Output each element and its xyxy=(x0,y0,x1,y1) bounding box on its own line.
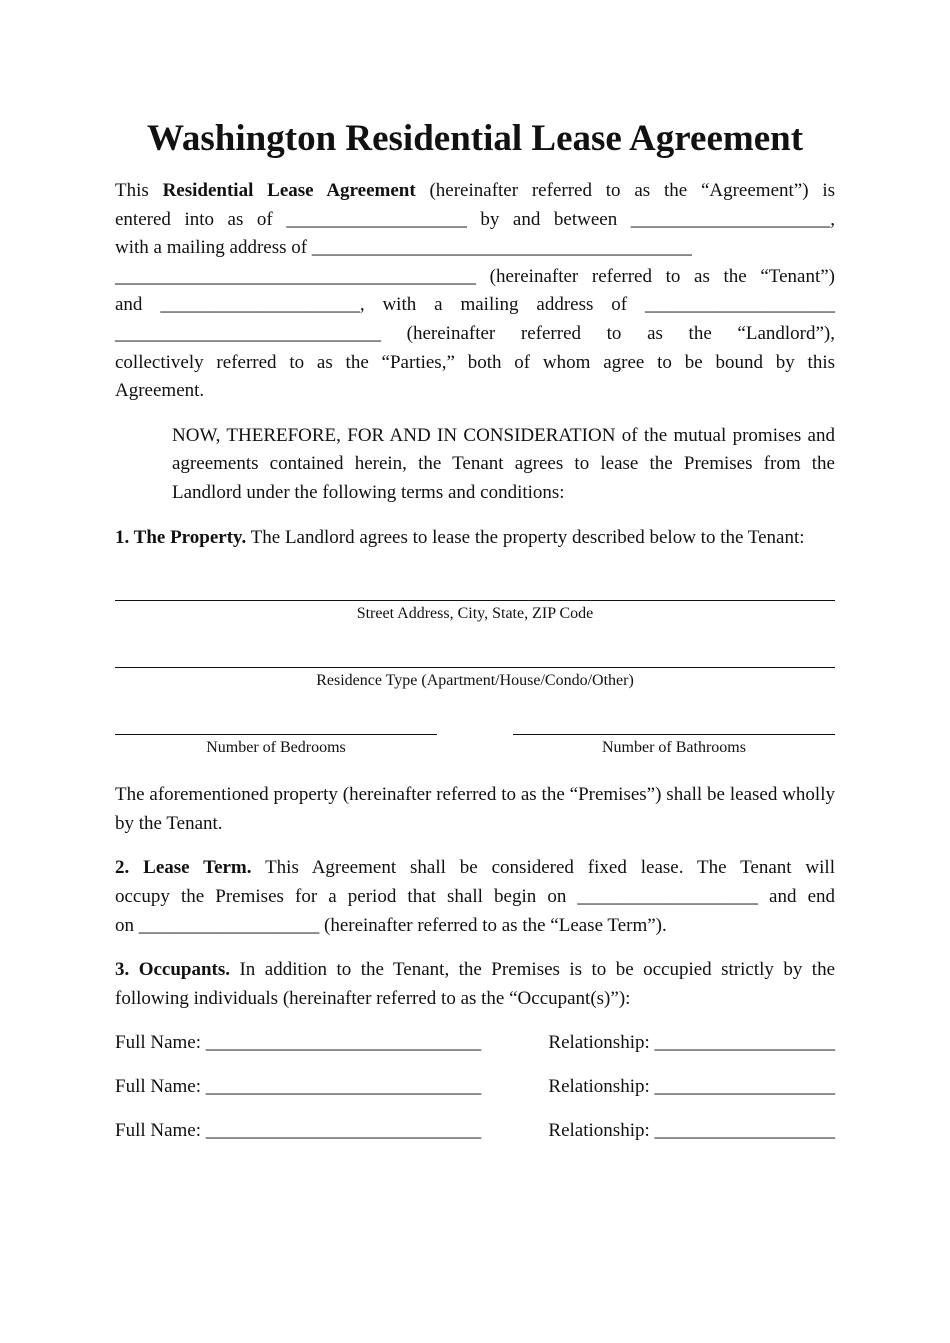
intro-line: ______________________________________ (hereinafter referred to as the “Tenant”) xyxy=(115,265,835,287)
rooms-fields xyxy=(115,716,835,759)
address-line[interactable] xyxy=(115,582,835,601)
section2-paragraph xyxy=(115,854,835,940)
bedrooms-field[interactable] xyxy=(115,716,437,759)
document-title: Washington Residential Lease Agreement xyxy=(146,118,804,159)
section2-line: on ___________________ (hereinafter referred to as the “Lease Term”). xyxy=(115,914,667,936)
residence-type-line[interactable] xyxy=(115,649,835,668)
intro-line xyxy=(115,177,835,206)
intro-line: with a mailing address of ________________________________________ xyxy=(115,237,692,259)
section1-paragraph xyxy=(115,524,835,553)
occupant-name-field[interactable]: Full Name: _____________________________ xyxy=(115,1032,482,1054)
occupant-row[interactable] xyxy=(115,1117,835,1145)
intro-paragraph xyxy=(115,177,835,406)
section3-paragraph xyxy=(115,956,835,1013)
bathrooms-line[interactable] xyxy=(513,716,835,735)
bathrooms-field[interactable] xyxy=(513,716,835,759)
intro-line: entered into as of ___________________ by and between _____________________, xyxy=(115,208,835,230)
bedrooms-caption: Number of Bedrooms xyxy=(206,739,346,757)
agreement-name: Residential Lease Agreement xyxy=(162,180,416,201)
premises-paragraph: The aforementioned property (hereinafter referred to as the “Premises”) shall be leased wholly by the Tenant. xyxy=(115,784,835,834)
section2-line xyxy=(115,854,835,883)
occupant-relationship-field[interactable]: Relationship: ___________________ xyxy=(548,1032,835,1054)
intro-line: ____________________________ (hereinafter referred to as the “Landlord”), xyxy=(115,322,835,344)
section1-text: The Landlord agrees to lease the property described below to the Tenant: xyxy=(246,526,805,548)
address-field[interactable] xyxy=(115,582,835,625)
intro-line1-rest: (hereinafter referred to as the “Agreement”) is xyxy=(415,180,836,201)
occupant-row[interactable] xyxy=(115,1029,835,1057)
section2-line1-rest: This Agreement shall be considered fixed lease. The Tenant will xyxy=(251,857,835,879)
occupant-row[interactable] xyxy=(115,1073,835,1101)
now-therefore-paragraph: NOW, THEREFORE, FOR AND IN CONSIDERATION of the mutual promises and agreements contained herein, the Tenant agrees to lease the Premises from the Landlord under the following terms and conditions: xyxy=(172,424,835,503)
section1-heading: 1. The Property. xyxy=(115,526,247,548)
address-caption: Street Address, City, State, ZIP Code xyxy=(356,605,594,623)
section3-text: In addition to the Tenant, the Premises is to be occupied strictly by the following individuals (hereinafter referred to as the “Occupant(s)”): xyxy=(115,959,835,1009)
intro-line: Agreement. xyxy=(115,380,205,402)
occupant-name-field[interactable]: Full Name: _____________________________ xyxy=(115,1076,482,1098)
occupant-name-field[interactable]: Full Name: _____________________________ xyxy=(115,1120,482,1142)
section2-heading: 2. Lease Term. xyxy=(115,857,252,879)
intro-line: collectively referred to as the “Parties,” both of whom agree to be bound by this xyxy=(115,351,835,373)
bedrooms-line[interactable] xyxy=(115,716,437,735)
intro-line: and _____________________, with a mailing address of ____________________ xyxy=(115,294,835,316)
residence-type-caption: Residence Type (Apartment/House/Condo/Other) xyxy=(316,672,634,690)
section2-line: occupy the Premises for a period that shall begin on ___________________ and end xyxy=(115,885,835,907)
intro-this: This xyxy=(115,180,149,201)
section3-heading: 3. Occupants. xyxy=(115,959,231,981)
bathrooms-caption: Number of Bathrooms xyxy=(602,739,746,757)
occupant-relationship-field[interactable]: Relationship: ___________________ xyxy=(548,1076,835,1098)
residence-type-field[interactable] xyxy=(115,649,835,692)
occupant-relationship-field[interactable]: Relationship: ___________________ xyxy=(548,1120,835,1142)
